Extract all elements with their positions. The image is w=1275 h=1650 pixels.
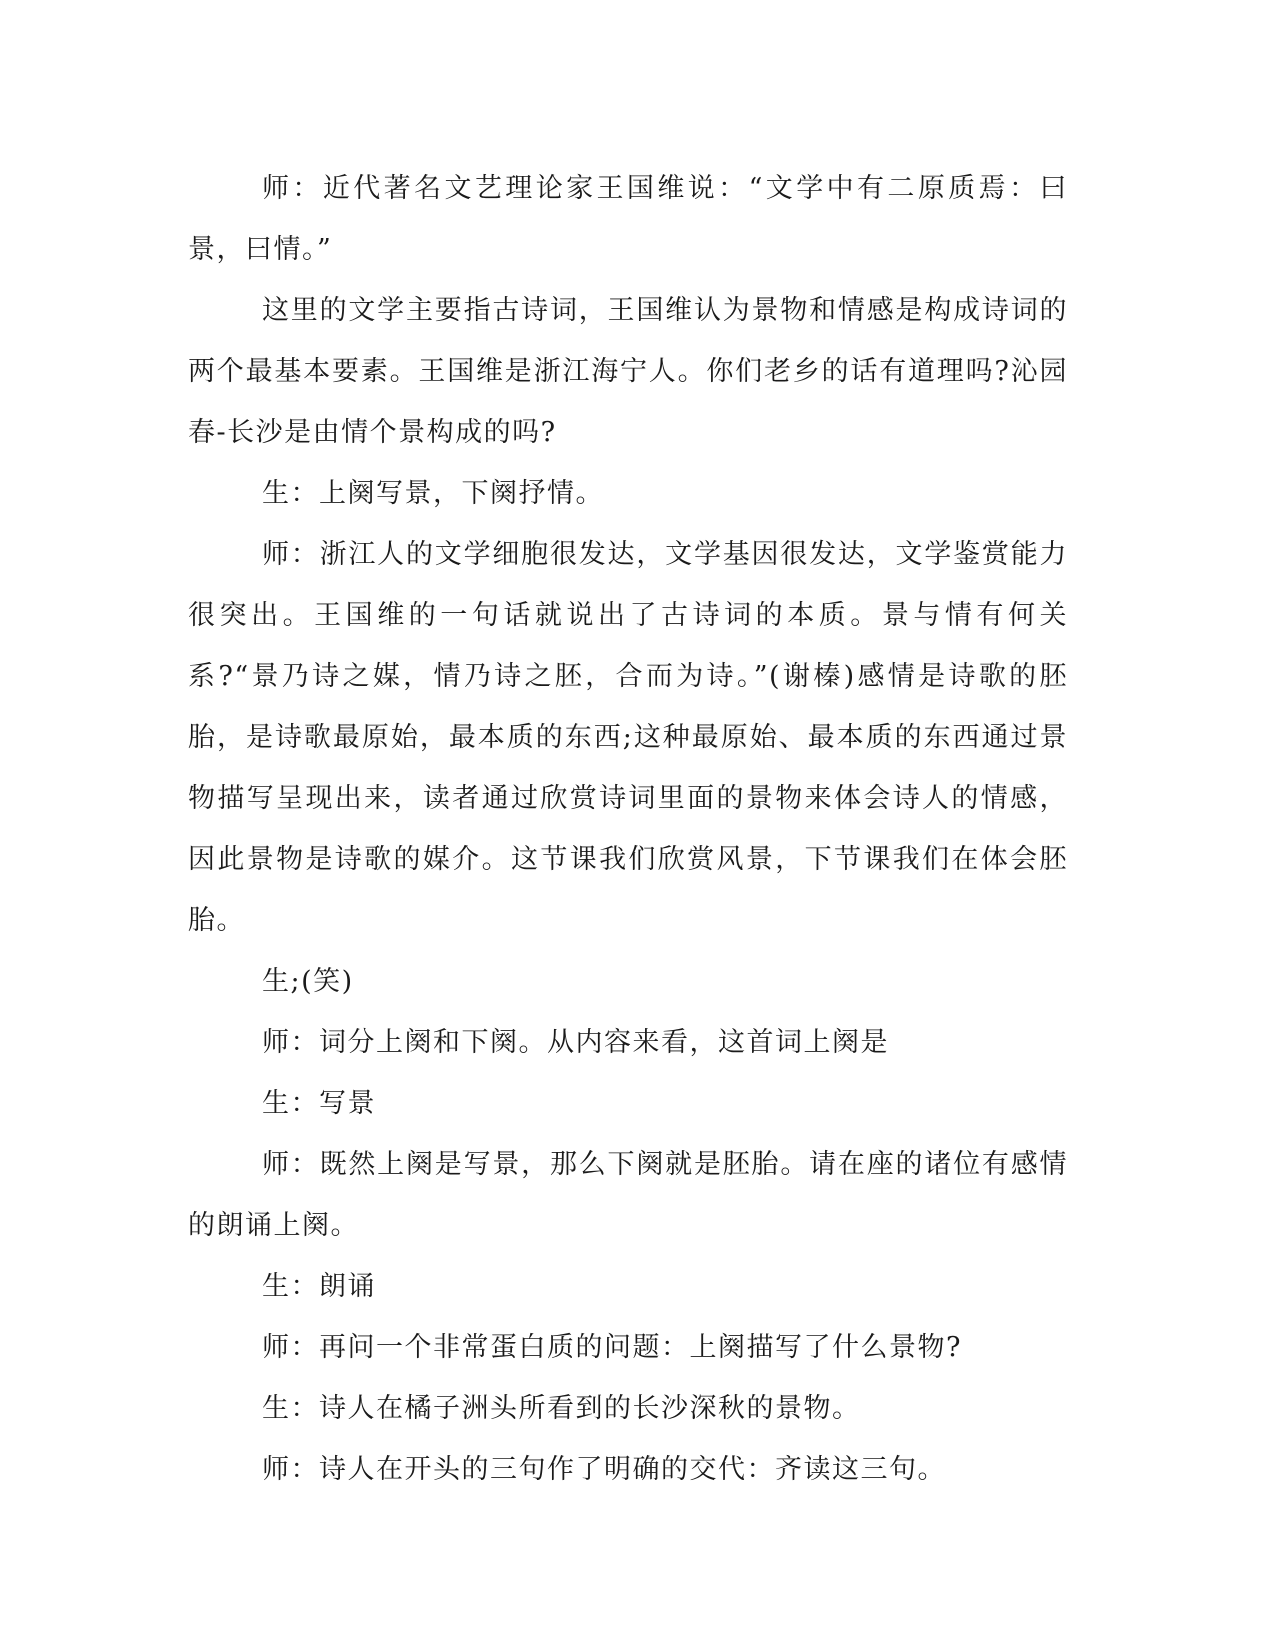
paragraph: 师：词分上阕和下阕。从内容来看，这首词上阕是: [262, 1027, 889, 1058]
paragraph: 这里的文学主要指古诗词，王国维认为景物和情感是构成诗词的两个最基本要素。王国维是浙江海宁人。你们老乡的话有道理吗?沁园春-长沙是由情个景构成的吗?: [188, 295, 1068, 448]
paragraph: 师：诗人在开头的三句作了明确的交代：齐读这三句。: [262, 1454, 946, 1485]
paragraph: 师：近代著名文艺理论家王国维说：“文学中有二原质焉：曰景，曰情。”: [188, 173, 1068, 265]
paragraph: 师：再问一个非常蛋白质的问题：上阕描写了什么景物?: [262, 1332, 962, 1363]
paragraph: 师：浙江人的文学细胞很发达，文学基因很发达，文学鉴赏能力很突出。王国维的一句话就说出了古诗词的本质。景与情有何关系?“景乃诗之媒，情乃诗之胚，合而为诗。”(谢榛)感情是诗歌的胚胎，是诗歌最原始，最本质的东西;这种最原始、最本质的东西通过景物描写呈现出来，读者通过欣赏诗词里面的景物来体会诗人的情感，因此景物是诗歌的媒介。这节课我们欣赏风景，下节课我们在体会胚胎。: [188, 539, 1068, 936]
paragraph: 生：诗人在橘子洲头所看到的长沙深秋的景物。: [262, 1393, 861, 1424]
paragraph: 师：既然上阕是写景，那么下阕就是胚胎。请在座的诸位有感情的朗诵上阕。: [188, 1149, 1068, 1241]
paragraph: 生：上阕写景，下阕抒情。: [262, 478, 604, 509]
paragraph: 生：朗诵: [262, 1271, 376, 1302]
document-body: [188, 158, 1068, 1500]
paragraph: 生;(笑): [262, 966, 354, 997]
paragraph: 生：写景: [262, 1088, 376, 1119]
